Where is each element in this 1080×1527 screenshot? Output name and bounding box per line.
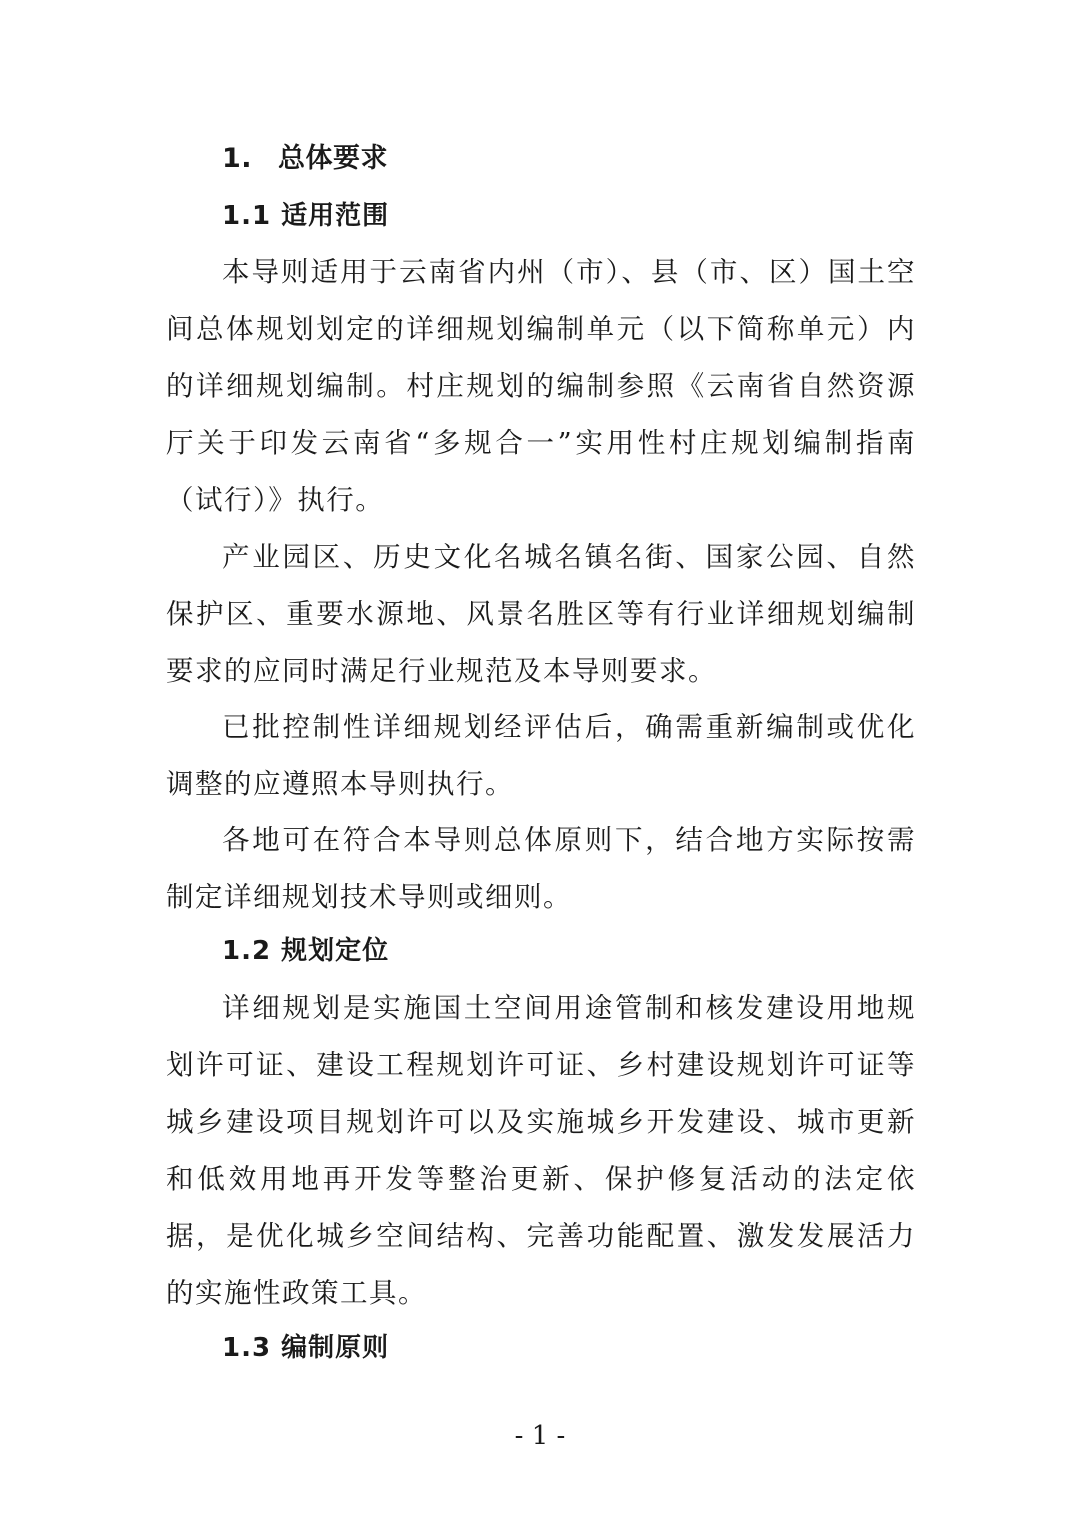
paragraph-positioning: 详细规划是实施国土空间用途管制和核发建设用地规划许可证、建设工程规划许可证、乡村建设规划许可证等城乡建设项目规划许可以及实施城乡开发建设、城市更新和低效用地再开发等整治更新、保护修复活动的法定依据，是优化城乡空间结构、完善功能配置、激发发展活力的实施性政策工具。 bbox=[166, 992, 916, 1309]
section-number: 1. bbox=[222, 143, 253, 174]
paragraph-industry-zones: 产业园区、历史文化名城名镇名街、国家公园、自然保护区、重要水源地、风景名胜区等有行业详细规划编制要求的应同时满足行业规范及本导则要求。 bbox=[166, 541, 916, 687]
subsection-heading-1-2: 1.2 规划定位 bbox=[222, 936, 390, 966]
section-title: 总体要求 bbox=[278, 143, 388, 174]
paragraph bbox=[166, 529, 916, 700]
paragraph bbox=[166, 812, 916, 926]
paragraph bbox=[166, 244, 916, 529]
page-number: - 1 - bbox=[514, 1421, 566, 1451]
subsection-heading-1-3: 1.3 编制原则 bbox=[222, 1333, 390, 1363]
paragraph bbox=[166, 980, 916, 1322]
paragraph-scope: 本导则适用于云南省内州（市）、县（市、区）国土空间总体规划划定的详细规划编制单元（以下简称单元）内的详细规划编制。村庄规划的编制参照《云南省自然资源厅关于印发云南省“多规合一”实用性村庄规划编制指南（试行）》执行。 bbox=[166, 256, 916, 516]
paragraph-local-rules: 各地可在符合本导则总体原则下，结合地方实际按需制定详细规划技术导则或细则。 bbox=[166, 824, 916, 913]
paragraph-approved-plans: 已批控制性详细规划经评估后，确需重新编制或优化调整的应遵照本导则执行。 bbox=[166, 711, 916, 800]
paragraph bbox=[166, 699, 916, 813]
section-heading bbox=[222, 139, 922, 179]
subsection-heading-1-1: 1.1 适用范围 bbox=[222, 201, 390, 231]
